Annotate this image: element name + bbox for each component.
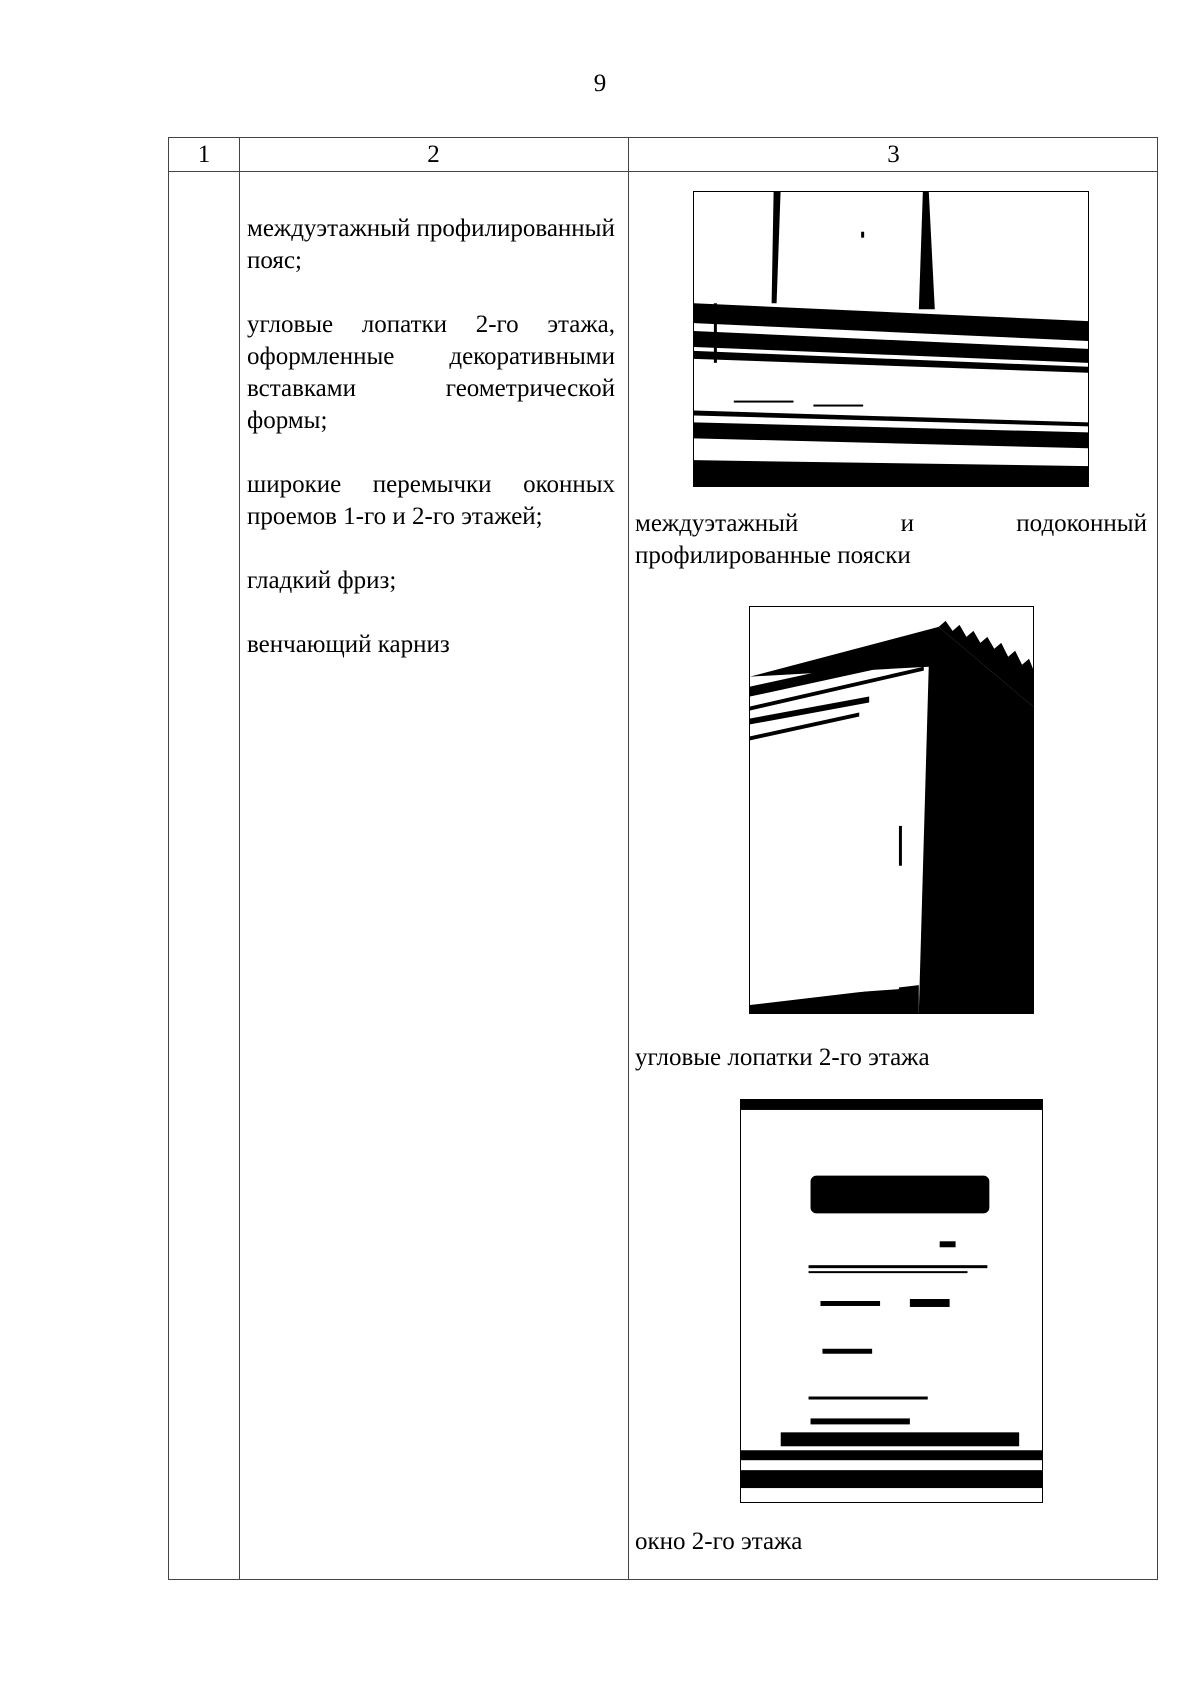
caption-word: междуэтажный — [635, 510, 799, 537]
corner-pilaster-photo — [749, 606, 1034, 1014]
feature-item: угловые лопатки 2-го этажа, оформленные декоративными вставками геометрической формы; — [247, 311, 615, 434]
caption-line: профилированные пояски — [635, 542, 911, 569]
column-header-1: 1 — [197, 141, 211, 168]
feature-item: гладкий фриз; — [247, 567, 397, 594]
caption-word: и — [900, 510, 914, 537]
window-photo — [740, 1099, 1043, 1503]
features-list — [247, 213, 615, 693]
caption-word: подоконный — [1016, 510, 1147, 537]
facade-belts-photo — [693, 191, 1089, 487]
photo-caption: окно 2-го этажа — [635, 1528, 803, 1555]
page-number: 9 — [593, 70, 607, 97]
feature-item: широкие перемычки оконных проемов 1-го и 2-го этажей; — [247, 471, 615, 530]
column-divider — [239, 138, 240, 1579]
column-header-3: 3 — [887, 141, 900, 168]
column-header-2: 2 — [427, 141, 440, 168]
heritage-table — [168, 137, 1158, 1580]
photo-caption: угловые лопатки 2-го этажа — [635, 1044, 930, 1071]
feature-item: венчающий карниз — [247, 631, 450, 658]
column-divider — [628, 138, 629, 1579]
photo-caption — [635, 508, 1147, 572]
feature-item: междуэтажный профилированный пояс; — [247, 215, 615, 274]
header-divider — [169, 171, 1157, 172]
